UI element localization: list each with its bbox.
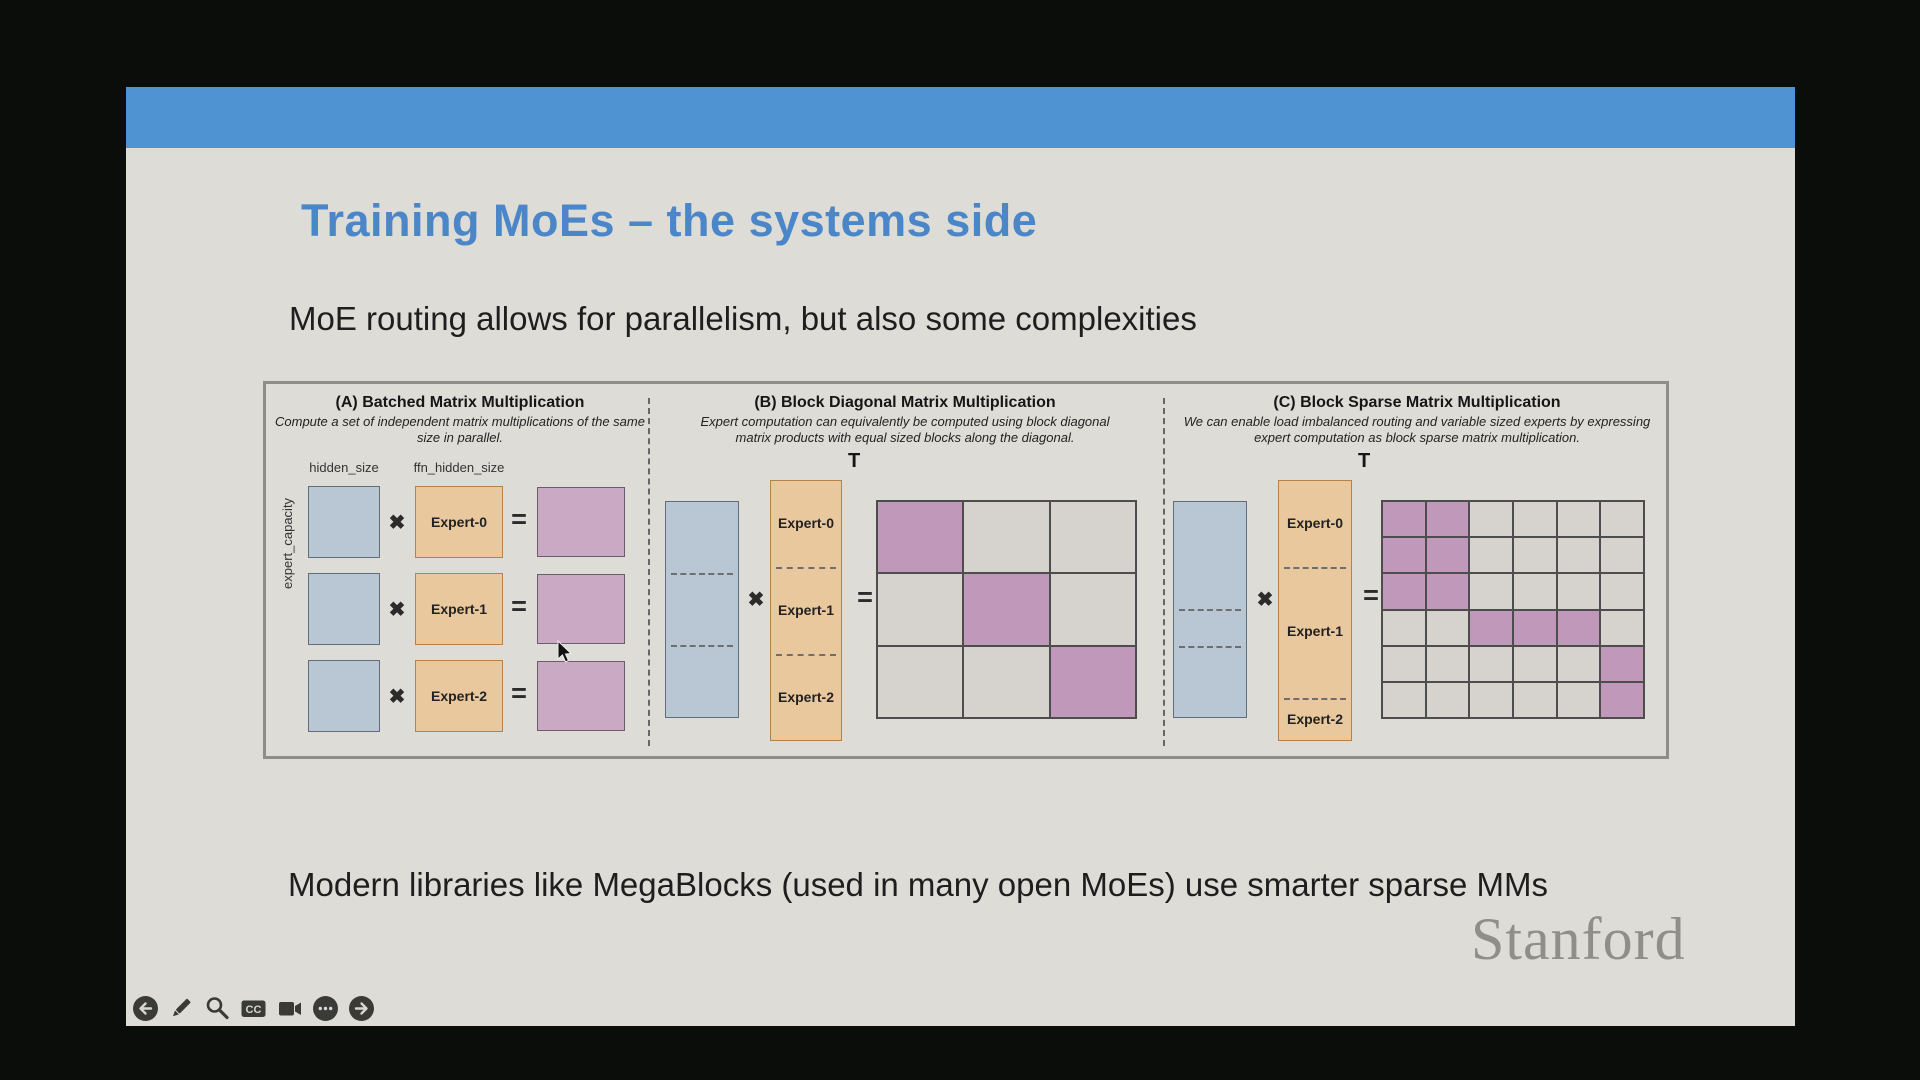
expert-label: Expert-0 xyxy=(1286,515,1344,531)
grid-cell xyxy=(1426,682,1470,718)
block-divider xyxy=(1284,567,1346,569)
output-matrix xyxy=(537,661,625,731)
grid-cell xyxy=(1050,573,1136,645)
grid-cell xyxy=(877,573,963,645)
equals-operator: = xyxy=(857,582,873,612)
grid-cell xyxy=(1600,682,1644,718)
grid-cell xyxy=(1513,610,1557,646)
input-matrix xyxy=(308,486,380,558)
panel-divider xyxy=(648,398,650,746)
expert-label: Expert-2 xyxy=(430,688,488,704)
expert-label: Expert-1 xyxy=(777,602,835,618)
grid-cell xyxy=(1426,501,1470,537)
multiply-operator: ✖ xyxy=(388,599,406,621)
expert-weight-matrix xyxy=(415,486,503,558)
annotate-button[interactable] xyxy=(168,995,195,1022)
block-sparse-grid xyxy=(1381,500,1645,719)
video-camera-icon xyxy=(279,1002,301,1016)
magnifier-icon xyxy=(208,999,227,1018)
multiply-operator: ✖ xyxy=(747,589,765,611)
block-diagonal-grid xyxy=(876,500,1137,719)
multiply-operator: ✖ xyxy=(388,686,406,708)
grid-cell xyxy=(877,501,963,573)
grid-cell xyxy=(1600,646,1644,682)
grid-cell xyxy=(1382,610,1426,646)
equals-operator: = xyxy=(511,504,527,534)
panel-a-title: (A) Batched Matrix Multiplication xyxy=(335,394,585,411)
expert-weight-column xyxy=(1278,480,1352,741)
grid-cell xyxy=(1469,501,1513,537)
expert-label: Expert-0 xyxy=(430,514,488,530)
token-matrix xyxy=(1173,501,1247,718)
grid-cell xyxy=(1469,646,1513,682)
ffn-hidden-size-label: ffn_hidden_size xyxy=(413,460,505,475)
equals-operator: = xyxy=(511,591,527,621)
grid-cell xyxy=(1382,537,1426,573)
grid-cell xyxy=(963,501,1049,573)
expert-label: Expert-0 xyxy=(777,515,835,531)
equals-operator: = xyxy=(1363,580,1379,610)
grid-cell xyxy=(1600,501,1644,537)
panel-c-title: (C) Block Sparse Matrix Multiplication xyxy=(1273,394,1561,411)
captions-button[interactable] xyxy=(240,995,267,1022)
block-divider xyxy=(671,573,733,575)
multiply-operator: ✖ xyxy=(388,512,406,534)
player-controls xyxy=(132,995,375,1022)
stanford-logo: Stanford xyxy=(1471,906,1686,972)
grid-cell xyxy=(1513,537,1557,573)
pencil-icon xyxy=(171,998,191,1018)
panel-b-caption: Expert computation can equivalently be computed using block diagonal matrix products with equal sized blocks along the diagonal. xyxy=(700,414,1110,445)
slide-accent-bar xyxy=(126,87,1795,148)
grid-cell xyxy=(1382,573,1426,609)
grid-cell xyxy=(1600,537,1644,573)
grid-cell xyxy=(1513,682,1557,718)
grid-cell xyxy=(1513,501,1557,537)
back-button[interactable] xyxy=(132,995,159,1022)
grid-cell xyxy=(1469,610,1513,646)
takeaway-text: Modern libraries like MegaBlocks (used in many open MoEs) use smarter sparse MMs xyxy=(288,866,1548,903)
camera-button[interactable] xyxy=(276,995,303,1022)
grid-cell xyxy=(1557,537,1601,573)
input-matrix xyxy=(308,660,380,732)
grid-cell xyxy=(1426,610,1470,646)
figure-box xyxy=(263,381,1669,759)
mouse-cursor xyxy=(557,640,575,664)
grid-cell xyxy=(1469,682,1513,718)
grid-cell xyxy=(1382,501,1426,537)
captions-label: CC xyxy=(245,1004,262,1016)
grid-cell xyxy=(1469,537,1513,573)
next-button[interactable] xyxy=(348,995,375,1022)
grid-cell xyxy=(1600,610,1644,646)
grid-cell xyxy=(1557,682,1601,718)
grid-cell xyxy=(1557,501,1601,537)
hidden-size-label: hidden_size xyxy=(309,460,379,475)
ellipsis-icon xyxy=(319,1007,333,1010)
grid-cell xyxy=(1382,682,1426,718)
block-divider xyxy=(1179,646,1241,648)
grid-cell xyxy=(1513,646,1557,682)
slide xyxy=(126,87,1795,1026)
expert-label: Expert-2 xyxy=(1286,711,1344,727)
grid-cell xyxy=(1426,646,1470,682)
expert-label: Expert-1 xyxy=(1286,623,1344,639)
panel-b-title: (B) Block Diagonal Matrix Multiplication xyxy=(754,394,1056,411)
grid-cell xyxy=(1557,573,1601,609)
output-matrix xyxy=(537,487,625,557)
zoom-button[interactable] xyxy=(204,995,231,1022)
grid-cell xyxy=(1382,646,1426,682)
block-divider xyxy=(1284,698,1346,700)
token-matrix xyxy=(665,501,739,718)
expert-weight-matrix xyxy=(415,660,503,732)
panel-c-caption: We can enable load imbalanced routing and variable sized experts by expressing expert computation as block sparse matrix multiplication. xyxy=(1183,414,1651,445)
grid-cell xyxy=(963,573,1049,645)
multiply-operator: ✖ xyxy=(1256,589,1274,611)
grid-cell xyxy=(1050,646,1136,718)
equals-operator: = xyxy=(511,678,527,708)
expert-label: Expert-2 xyxy=(777,689,835,705)
input-matrix xyxy=(308,573,380,645)
grid-cell xyxy=(1557,646,1601,682)
slide-subtitle: MoE routing allows for parallelism, but also some complexities xyxy=(289,300,1197,337)
block-divider xyxy=(776,654,836,656)
grid-cell xyxy=(1050,501,1136,573)
block-divider xyxy=(671,645,733,647)
panel-divider xyxy=(1163,398,1165,746)
slide-title: Training MoEs – the systems side xyxy=(301,195,1038,247)
expert-capacity-label: expert_capacity xyxy=(280,497,295,589)
grid-cell xyxy=(1426,537,1470,573)
transpose-label: T xyxy=(848,450,861,472)
grid-cell xyxy=(877,646,963,718)
expert-weight-column xyxy=(770,480,842,741)
grid-cell xyxy=(1513,573,1557,609)
grid-cell xyxy=(1557,610,1601,646)
grid-cell xyxy=(1600,573,1644,609)
grid-cell xyxy=(1426,573,1470,609)
more-button[interactable] xyxy=(312,995,339,1022)
grid-cell xyxy=(1469,573,1513,609)
block-divider xyxy=(776,567,836,569)
output-matrix xyxy=(537,574,625,644)
block-divider xyxy=(1179,609,1241,611)
panel-a-caption: Compute a set of independent matrix multiplications of the same size in parallel. xyxy=(275,414,645,445)
expert-weight-matrix xyxy=(415,573,503,645)
grid-cell xyxy=(963,646,1049,718)
transpose-label: T xyxy=(1358,450,1371,472)
expert-label: Expert-1 xyxy=(430,601,488,617)
